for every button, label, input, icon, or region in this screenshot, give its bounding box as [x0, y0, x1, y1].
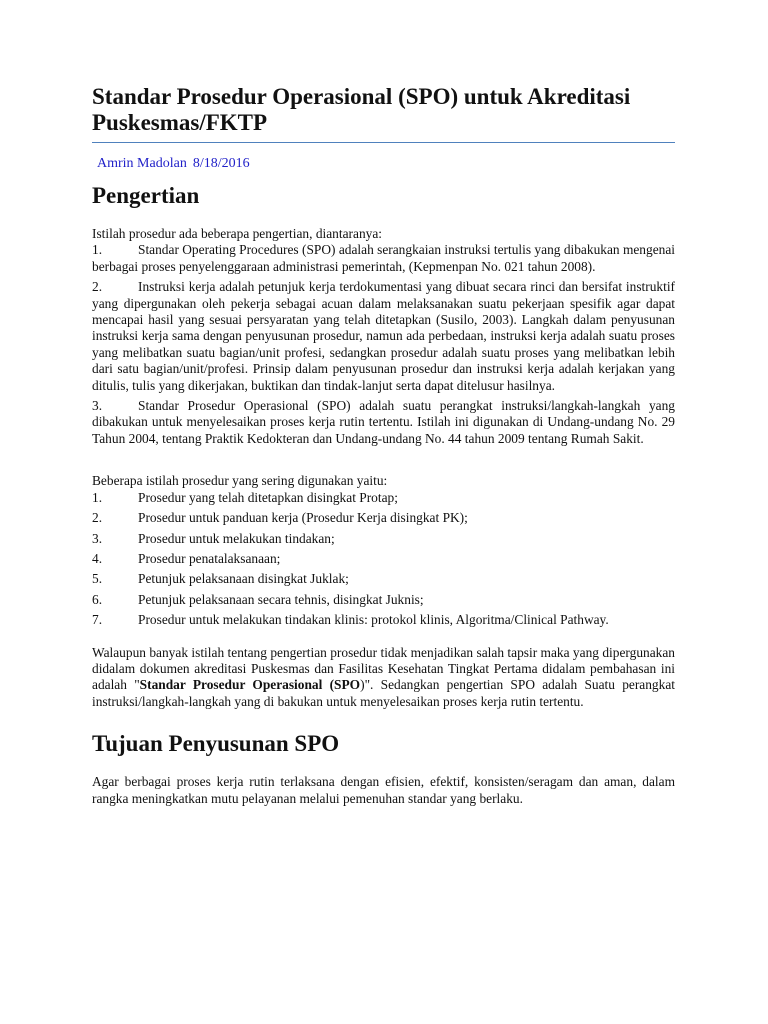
term-item	[92, 510, 675, 526]
item-number: 1.	[92, 242, 103, 258]
item-text: Prosedur penatalaksanaan;	[138, 550, 281, 566]
definition-item	[92, 279, 675, 394]
closing-text-after: )". Sedangkan pengertian SPO adalah Suatu perangkat instruksi/langkah-langkah yang di bakukan untuk menyelesaikan proses kerja rutin tertentu.	[92, 677, 675, 709]
item-text: Instruksi kerja adalah petunjuk kerja terdokumentasi yang dibuat secara rinci dan bersifat instruktif yang dipergunakan oleh pekerja sebagai acuan dalam melaksanakan suatu pekerjaan spesifik agar dapat mencapai hasil yang sesuai persyaratan yang telah ditetapkan (Susilo, 2003). Langkah dalam penyusunan instruksi kerja sama dengan penyusunan prosedur, namun ada perbedaan, instruksi kerja adalah suatu proses yang melibatkan suatu bagian/unit profesi, sedangkan prosedur adalah suatu proses yang melibatkan lebih dari satu bagian/unit/profesi. Prinsip dalam penyusunan prosedur dan instruksi kerja adalah kerjakan yang ditulis, tulis yang dikerjakan, buktikan dan tindak-lanjut serta dapat ditelusur hasilnya.	[92, 279, 675, 393]
document-meta	[97, 155, 675, 172]
item-number: 5.	[92, 571, 103, 587]
tujuan-text: Agar berbagai proses kerja rutin terlaksana dengan efisien, efektif, konsisten/seragam dan aman, dalam rangka meningkatkan mutu pelayanan melalui pemenuhan standar yang berlaku.	[92, 774, 675, 806]
item-text: Prosedur yang telah ditetapkan disingkat Protap;	[138, 489, 398, 505]
section-heading-pengertian: Pengertian	[92, 183, 200, 208]
item-number: 1.	[92, 489, 103, 505]
closing-text-before: Walaupun banyak istilah tentang pengertian prosedur tidak menjadikan salah tapsir maka yang dipergunakan didalam dokumen akreditasi Puskesmas dan Fasilitas Kesehatan Tingkat Pertama didalam pembahasan ini adalah "	[92, 644, 675, 693]
item-number: 3.	[92, 530, 103, 546]
item-number: 2.	[92, 510, 103, 526]
item-text: Standar Prosedur Operasional (SPO) adalah suatu perangkat instruksi/langkah-langkah yang dibakukan untuk menyelesaikan proses kerja rutin tertentu. Istilah ini digunakan di Undang-undang No. 29 Tahun 2004, tentang Praktik Kedokteran dan Undang-undang No. 44 tahun 2009 tentang Rumah Sakit.	[92, 398, 675, 446]
document-title: Standar Prosedur Operasional (SPO) untuk Akreditasi Puskesmas/FKTP	[92, 84, 675, 143]
item-number: 2.	[92, 279, 103, 295]
terms-intro: Beberapa istilah prosedur yang sering digunakan yaitu:	[92, 473, 388, 489]
item-text: Prosedur untuk melakukan tindakan;	[138, 530, 335, 546]
item-text: Petunjuk pelaksanaan disingkat Juklak;	[138, 571, 349, 587]
item-number: 3.	[92, 398, 103, 414]
pengertian-closing	[92, 645, 675, 711]
term-item	[92, 531, 675, 547]
closing-text-bold: Standar Prosedur Operasional (SPO	[139, 677, 361, 693]
item-text: Prosedur untuk panduan kerja (Prosedur Kerja disingkat PK);	[138, 510, 468, 526]
term-item	[92, 551, 675, 567]
author-name: Amrin Madolan	[97, 156, 187, 171]
term-item	[92, 612, 675, 628]
document-page	[92, 84, 675, 807]
definition-item	[92, 398, 675, 447]
publish-date: 8/18/2016	[192, 156, 250, 171]
item-number: 6.	[92, 591, 103, 607]
definition-list	[92, 242, 675, 447]
item-text: Standar Operating Procedures (SPO) adalah serangkaian instruksi tertulis yang dibakukan mengenai berbagai proses penyelenggaraan administrasi pemerintah, (Kepmenpan No. 021 tahun 2008).	[92, 242, 675, 274]
item-text: Prosedur untuk melakukan tindakan klinis: protokol klinis, Algoritma/Clinical Pathway.	[138, 612, 609, 628]
term-item	[92, 571, 675, 587]
item-number: 7.	[92, 612, 103, 628]
item-number: 4.	[92, 550, 103, 566]
section-heading-tujuan: Tujuan Penyusunan SPO	[92, 731, 340, 757]
term-item	[92, 592, 675, 608]
item-text: Petunjuk pelaksanaan secara tehnis, disingkat Juknis;	[138, 591, 424, 607]
pengertian-intro: Istilah prosedur ada beberapa pengertian, diantaranya:	[92, 226, 382, 241]
term-item	[92, 490, 675, 506]
terms-list	[92, 473, 675, 628]
definition-item	[92, 242, 675, 275]
